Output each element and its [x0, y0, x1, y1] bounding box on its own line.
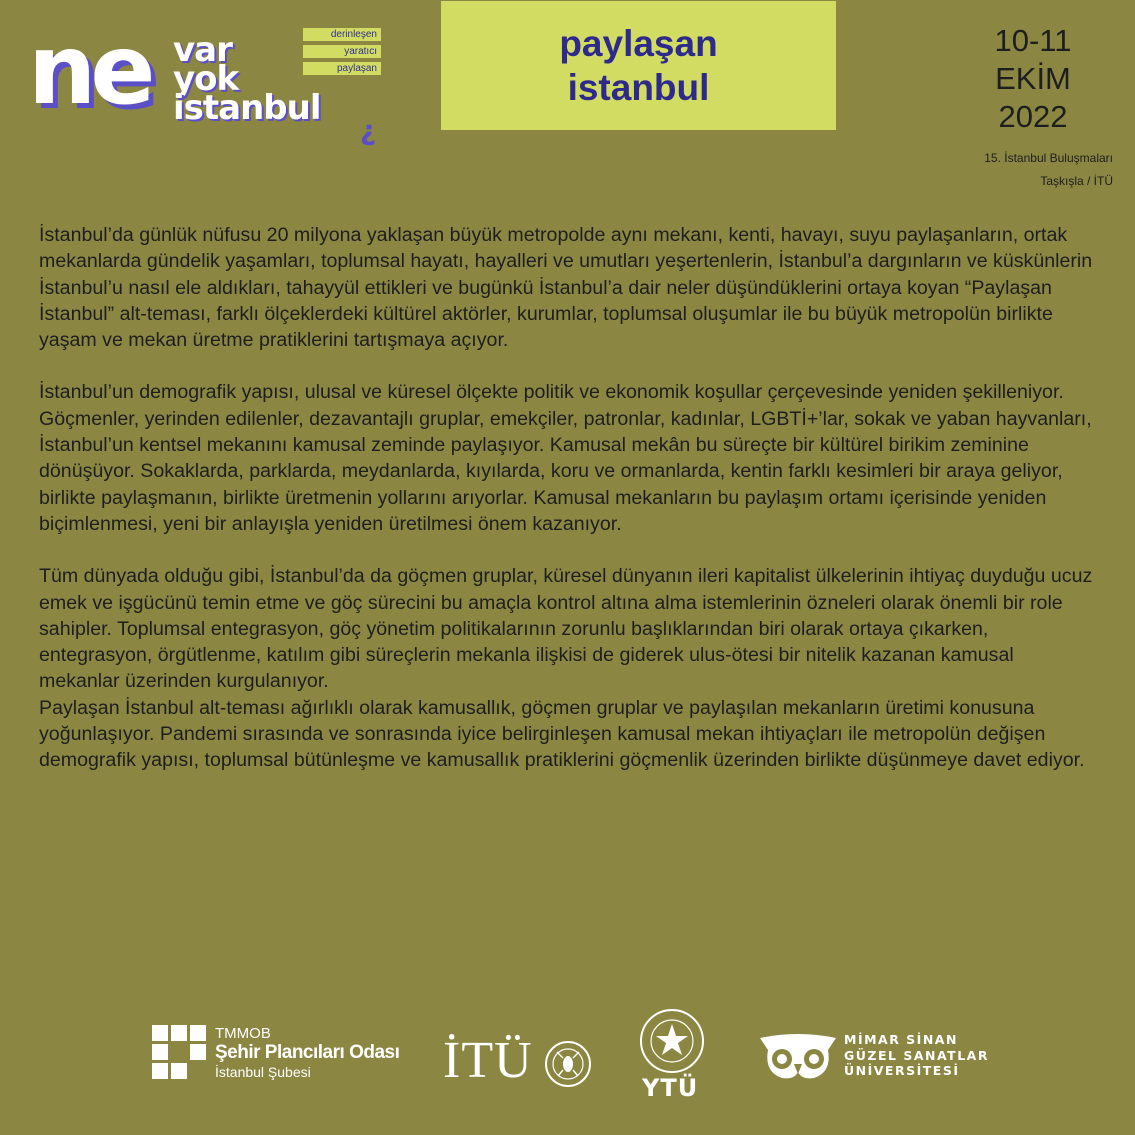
itu-logo — [443, 1028, 593, 1088]
paragraph: İstanbul’un demografik yapısı, ulusal ve küresel ölçekte politik ve ekonomik koşullar çerçevesinde yeniden şekilleniyor. Göçmenler, yerinden edilenler, dezavantajlı gruplar, emekçiler, patronlar, kadınlar, LGBTİ+’lar, sokak ve yaban hayvanları, İstanbul’un kentsel mekanını kamusal zeminde paylaşıyor. Kamusal mekân bu süreçte bir kültürel birikim zeminine dönüşüyor. Sokaklarda, parklarda, meydanlarda, kıyılarda, koru ve ormanlarda, kentin farklı kesimleri bir araya geliyor, birlikte paylaşmanın, birlikte üretmenin yollarını arıyorlar. Kamusal mekanların bu paylaşım ortamı içerisinde yeniden biçimlenmesi, yeni bir anlayışla yeniden üretilmesi önem kazanıyor. — [39, 381, 1092, 535]
msgsu-line-2: GÜZEL SANATLAR — [844, 1047, 989, 1063]
owl-icon — [758, 1032, 838, 1082]
date-year: 2022 — [998, 99, 1068, 134]
paragraph: Paylaşan İstanbul alt-teması ağırlıklı olarak kamusallık, göçmen gruplar ve paylaşılan mekanların üretimi konusuna yoğunlaşıyor. Pandemi sırasında ve sonrasında iyice belirginleşen kamusal mekan ihtiyaçları ile metropolün değişen demografik yapısı, toplumsal bütünleşme ve kamusallık pratiklerini göçmenlik üzerinden birlikte düşünmeye davet ediyor. — [39, 696, 1085, 772]
paragraph: İstanbul’da günlük nüfusu 20 milyona yaklaşan büyük metropolde aynı mekanı, kenti, havayı, suyu paylaşanların, ortak mekanlarda gündelik yaşamları, toplumsal hayatı, hayalleri ve umutları yeşertenlerin, İstanbul’a dargınların ve küskünlerin İstanbul’u nasıl ele aldıkları, tahayyül ettikleri ve bugünkü İstanbul’a dair neler düşündüklerini ortaya koyan “Paylaşan İstanbul” alt-teması, farklı ölçeklerdeki kültürel aktörler, kurumlar, toplumsal oluşumlar ile bu büyük metropolün birlikte yaşam ve mekan üretme pratiklerini tartışmaya açıyor. — [39, 224, 1093, 352]
itu-seal-icon — [543, 1028, 593, 1100]
logo-ne: ne — [28, 14, 150, 126]
ne-var-yok-istanbul-logo — [28, 14, 388, 151]
ytu-wordmark: YTÜ — [642, 1074, 699, 1102]
logo-yok: yok — [173, 59, 239, 99]
event-name: 15. İstanbul Buluşmaları — [984, 151, 1113, 165]
spo-line-3: İstanbul Şubesi — [215, 1064, 311, 1080]
logo-tag: paylaşan — [303, 62, 381, 75]
event-info — [984, 147, 1113, 193]
msgsu-logo — [758, 1032, 998, 1082]
event-venue: Taşkışla / İTÜ — [1040, 174, 1113, 188]
msgsu-line-3: ÜNİVERSİTESİ — [844, 1063, 960, 1078]
logo-istanbul: istanbul — [173, 88, 321, 128]
date-days: 10-11 — [994, 23, 1072, 58]
ytu-logo — [636, 1008, 708, 1108]
msgsu-line-1: MİMAR SİNAN — [844, 1032, 958, 1047]
event-date — [978, 22, 1088, 136]
logo-stack — [173, 30, 321, 128]
logo-tag: yaratıcı — [303, 45, 381, 58]
body-text — [39, 222, 1099, 774]
ytu-seal-icon — [636, 1008, 708, 1074]
sponsor-logos — [0, 1000, 1135, 1110]
itu-wordmark: İTÜ — [443, 1032, 533, 1089]
title-line-2: istanbul — [567, 66, 710, 108]
spo-line-2: Şehir Plancıları Odası — [215, 1042, 400, 1063]
logo-var: var — [173, 30, 232, 70]
logo-tags — [303, 28, 381, 79]
logo-tag: derinleşen — [303, 28, 381, 41]
inverted-question-mark-icon: ? — [360, 118, 377, 151]
paragraph: Tüm dünyada olduğu gibi, İstanbul’da da göçmen gruplar, küresel dünyanın ileri kapitalist ülkelerinin ihtiyaç duyduğu ucuz emek ve işgücünü temin etme ve göç sürecini bu amaçla kontrol altına alma istemlerinin özneleri olarak önemli bir role sahipler. Toplumsal entegrasyon, göç yönetim politikalarının zorunlu başlıklarından biri olarak ortaya çıkarken, entegrasyon, örgütlenme, katılım gibi süreçlerin mekanla ilişkisi de giderek ulus-ötesi bir nitelik kazanan kamusal mekanlar üzerinden kurgulanıyor. — [39, 565, 1093, 693]
title-box — [441, 1, 836, 130]
date-month: EKİM — [995, 61, 1071, 96]
spo-logo — [152, 1025, 412, 1085]
spo-line-1: TMMOB — [215, 1025, 271, 1042]
title-line-1: paylaşan — [559, 22, 718, 64]
spo-grid-icon — [152, 1025, 207, 1080]
msgsu-text — [844, 1032, 989, 1079]
